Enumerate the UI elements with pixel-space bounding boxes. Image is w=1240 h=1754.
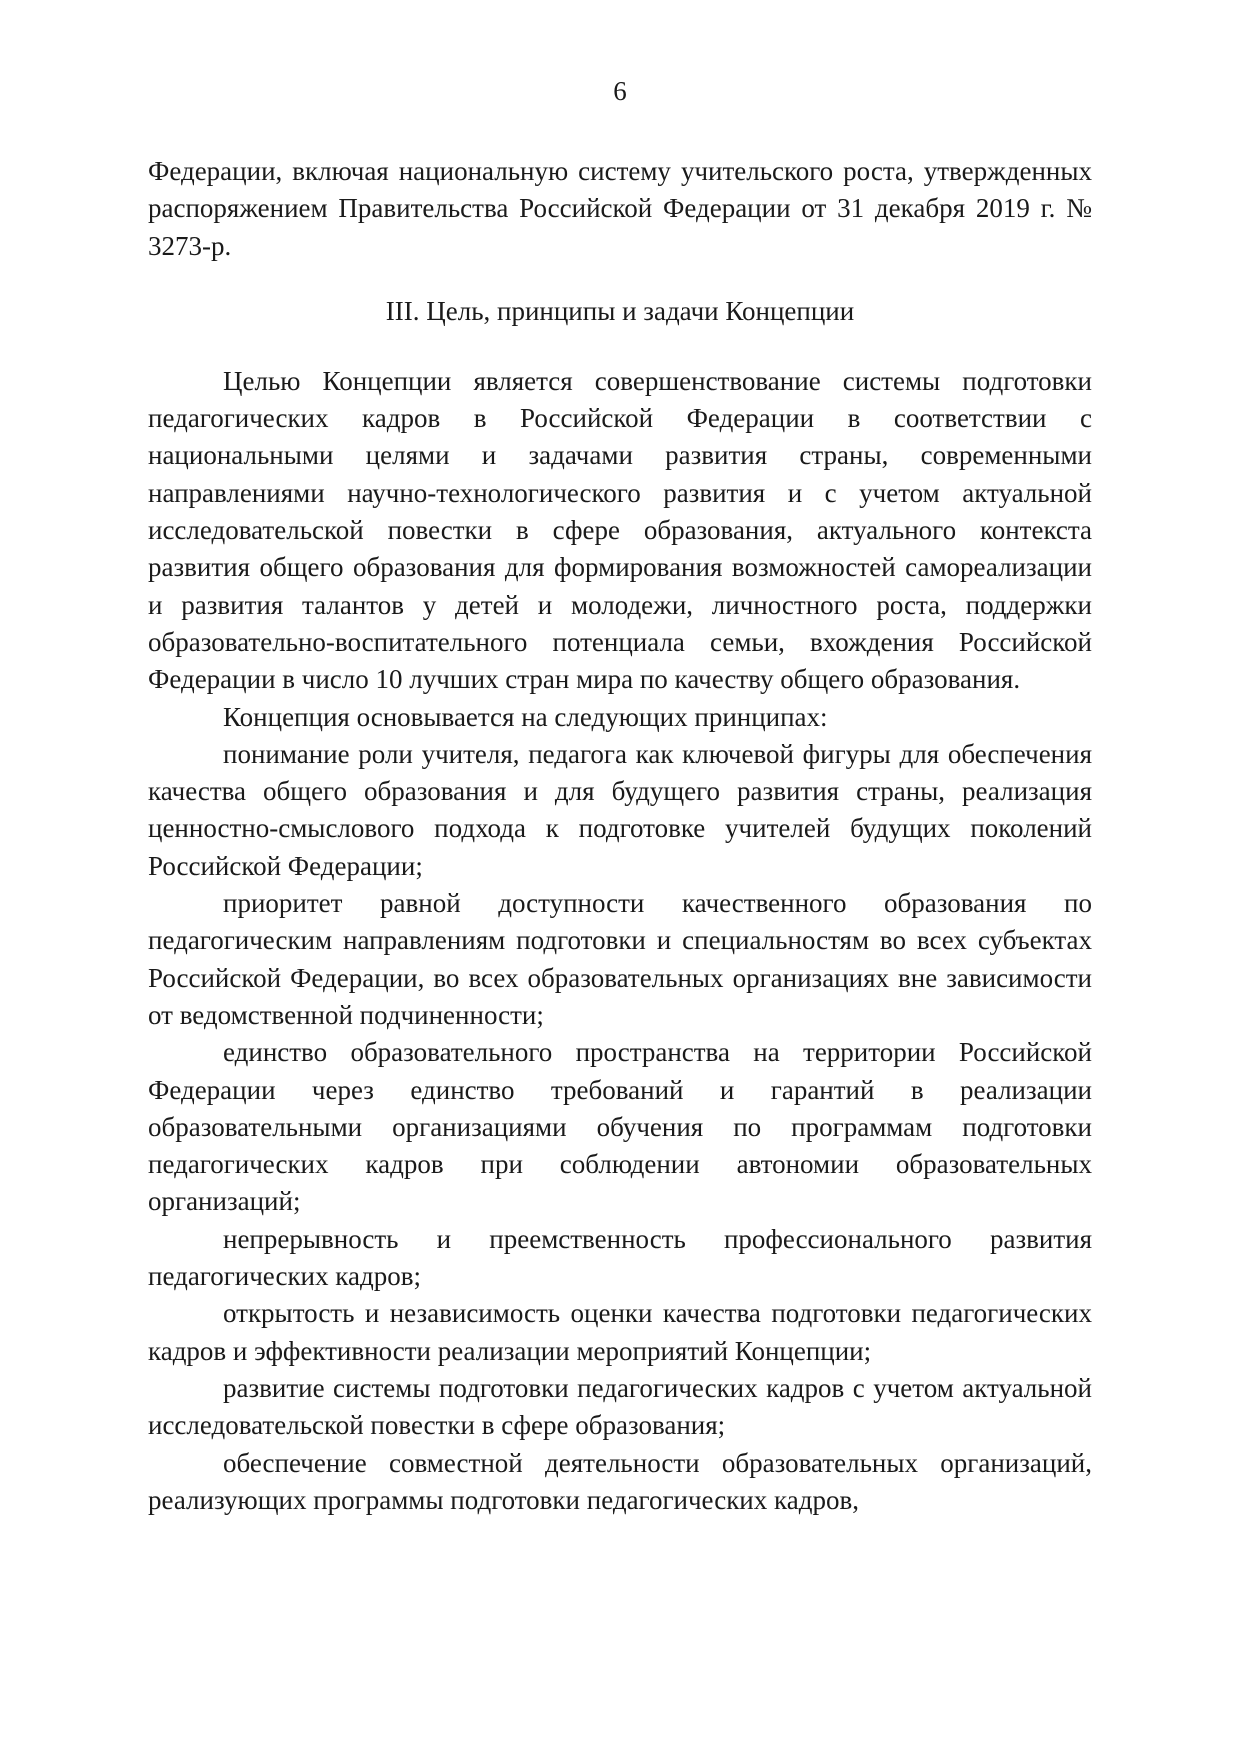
principle-item: приоритет равной доступности качественного образования по педагогическим направлениям подготовки и специальностям во всех субъектах Российской Федерации, во всех образовательных организациях вне зависимости от ведомственной подчиненности; (148, 888, 1092, 1030)
intro-paragraph: Федерации, включая национальную систему учительского роста, утвержденных распоряжением Правительства Российской Федерации от 31 декабря 2019 г. № 3273-р. (148, 156, 1092, 261)
goal-paragraph: Целью Концепции является совершенствование системы подготовки педагогических кадров в Российской Федерации в соответствии с национальными целями и задачами развития страны, современными направлениями научно-технологического развития и с учетом актуальной исследовательской повестки в сфере образования, актуального контекста развития общего образования для формирования возможностей самореализации и развития талантов у детей и молодежи, личностного роста, поддержки образовательно-воспитательного потенциала семьи, вхождения Российской Федерации в число 10 лучших стран мира по качеству общего образования. (148, 365, 1092, 695)
principle-item: развитие системы подготовки педагогических кадров с учетом актуальной исследовательской повестки в сфере образования; (148, 1372, 1092, 1441)
principle-item: открытость и независимость оценки качества подготовки педагогических кадров и эффективности реализации мероприятий Концепции; (148, 1298, 1092, 1366)
page-number: 6 (613, 76, 627, 106)
principle-item: обеспечение совместной деятельности образовательных организаций, реализующих программы подготовки педагогических кадров, (148, 1447, 1092, 1515)
principle-item: непрерывность и преемственность профессионального развития педагогических кадров; (148, 1223, 1092, 1292)
principles-intro-paragraph: Концепция основывается на следующих принципах: (223, 701, 828, 732)
principle-item: понимание роли учителя, педагога как ключевой фигуры для обеспечения качества общего образования и для будущего развития страны, реализация ценностно-смыслового подхода к подготовке учителей будущих поколений Российской Федерации; (148, 738, 1092, 881)
principle-item: единство образовательного пространства на территории Российской Федерации через единство требований и гарантий в реализации образовательными организациями обучения по программам подготовки педагогических кадров при соблюдении автономии образовательных организаций; (148, 1037, 1092, 1217)
section-heading: III. Цель, принципы и задачи Концепции (385, 295, 855, 326)
document-body (148, 153, 1092, 1519)
